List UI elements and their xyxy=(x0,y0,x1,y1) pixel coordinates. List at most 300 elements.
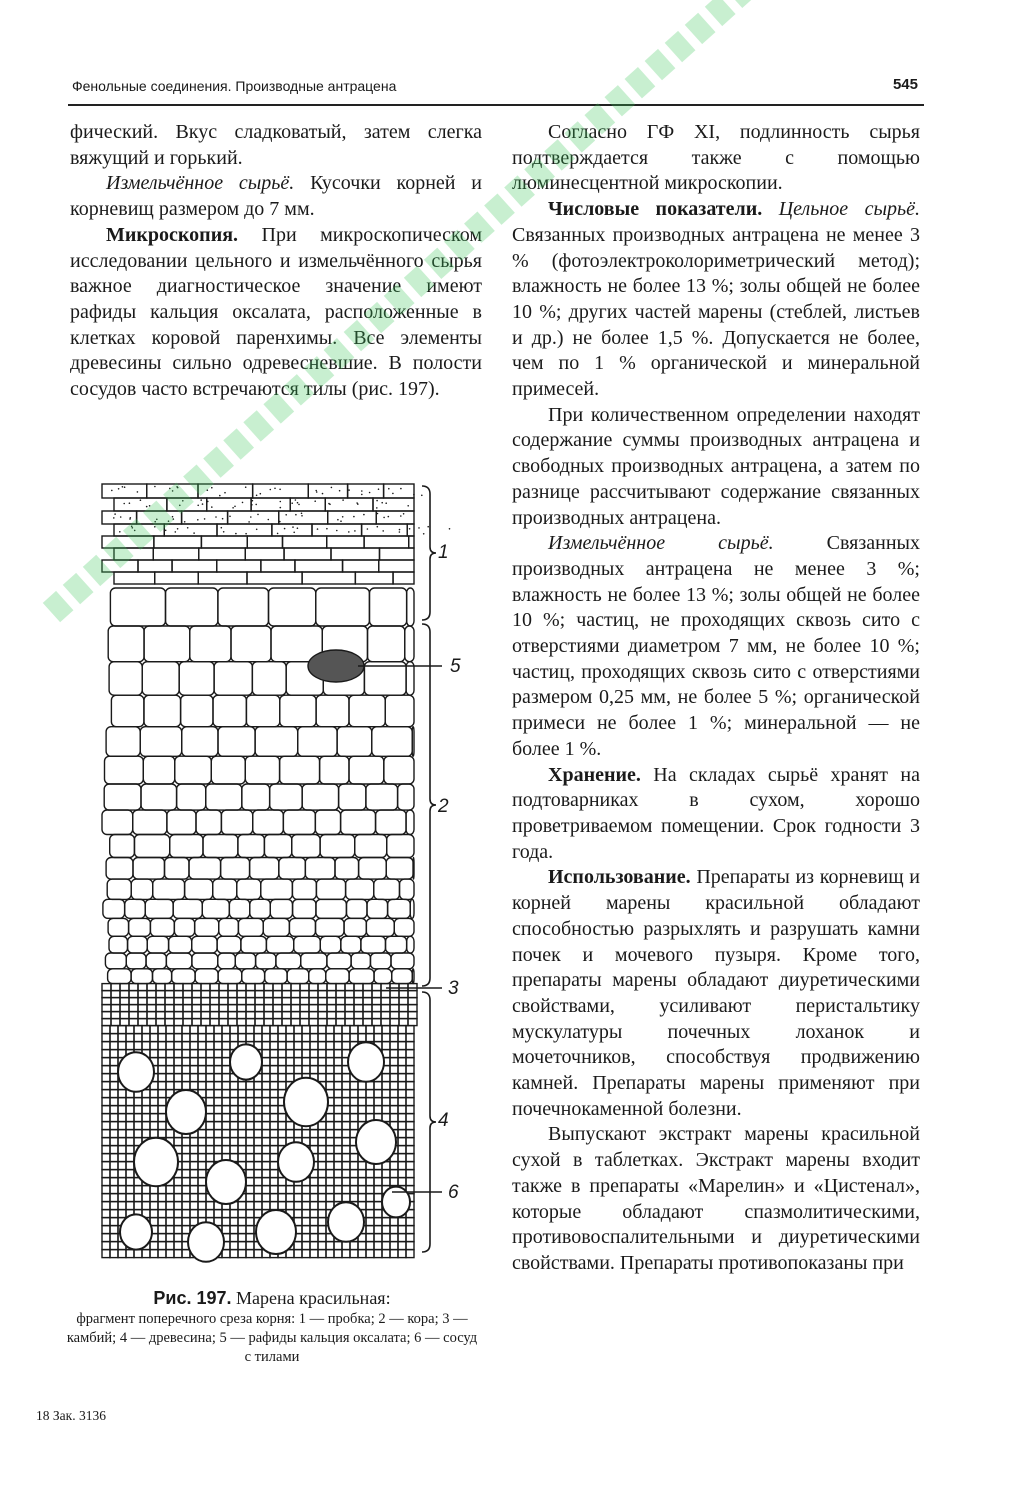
cortex-cell xyxy=(283,810,315,835)
wood-cell xyxy=(374,1250,382,1258)
wood-cell xyxy=(326,1122,334,1130)
wood-cell xyxy=(342,1090,350,1098)
wood-cell xyxy=(270,1186,278,1194)
wood-cell xyxy=(110,1242,118,1250)
wood-cell xyxy=(246,1034,254,1042)
right-paragraph-3: При количественном определении находят содержание суммы производных антрацена и свободных производных антрацена, а затем по разнице рассчитывают содержание связанных производных антрацена. xyxy=(512,403,920,529)
wood-cell xyxy=(142,1042,150,1050)
cork-cell xyxy=(308,484,347,498)
cambium-cell xyxy=(291,1005,300,1012)
cortex-cell xyxy=(241,936,267,953)
cambium-cell xyxy=(210,991,219,998)
wood-cell xyxy=(270,1066,278,1074)
wood-cell xyxy=(310,1250,318,1258)
wood-cell xyxy=(206,1082,214,1090)
cork-cell xyxy=(102,560,138,572)
wood-cell xyxy=(126,1186,134,1194)
wood-cell xyxy=(230,1210,238,1218)
wood-cell xyxy=(390,1066,398,1074)
figure-label-1: 1 xyxy=(438,542,449,563)
wood-cell xyxy=(166,1218,174,1226)
wood-cell xyxy=(110,1234,118,1242)
wood-cell xyxy=(262,1098,270,1106)
wood-cell xyxy=(174,1226,182,1234)
wood-cell xyxy=(310,1178,318,1186)
cortex-cell xyxy=(105,953,126,969)
cortex-cell xyxy=(280,695,316,727)
vessel xyxy=(206,1160,246,1204)
cork-cell xyxy=(327,536,364,548)
cortex-cell xyxy=(170,835,203,858)
wood-cell xyxy=(102,1178,110,1186)
wood-cell xyxy=(406,1250,414,1258)
cork-dot xyxy=(449,528,451,530)
cortex-cell xyxy=(320,936,341,953)
wood-cell xyxy=(174,1194,182,1202)
right-paragraph-2: Числовые показатели. Цельное сырьё. Связанных производных антрацена не менее 3 % (фотоэлектроколориметрический метод); влажность не более 13 %; золы общей не более 10 %; других частей марены (стеблей, листьев и др.) не более 1,5 %. Допускается не более, чем по 1 % органической и минеральной примесей. xyxy=(512,198,921,401)
wood-cell xyxy=(222,1106,230,1114)
wood-cell xyxy=(350,1162,358,1170)
wood-cell xyxy=(158,1058,166,1066)
wood-cell xyxy=(158,1218,166,1226)
wood-cell xyxy=(398,1234,406,1242)
wood-cell xyxy=(310,1130,318,1138)
wood-cell xyxy=(326,1194,334,1202)
wood-cell xyxy=(334,1154,342,1162)
cambium-cell xyxy=(111,991,120,998)
wood-cell xyxy=(222,1034,230,1042)
wood-cell xyxy=(110,1170,118,1178)
wood-cell xyxy=(206,1210,214,1218)
cork-dot xyxy=(392,493,394,495)
wood-cell xyxy=(366,1202,374,1210)
wood-cell xyxy=(150,1210,158,1218)
cambium-cell xyxy=(399,1012,408,1019)
cortex-cell xyxy=(143,756,175,784)
wood-cell xyxy=(126,1106,134,1114)
wood-cell xyxy=(358,1106,366,1114)
wood-cell xyxy=(406,1170,414,1178)
wood-cell xyxy=(334,1082,342,1090)
wood-cell xyxy=(334,1162,342,1170)
cambium-cell xyxy=(192,984,201,991)
cambium-cell xyxy=(120,1019,129,1026)
wood-cell xyxy=(150,1042,158,1050)
cork-dot xyxy=(260,493,262,495)
wood-cell xyxy=(262,1058,270,1066)
wood-cell xyxy=(406,1154,414,1162)
right-paragraph-7: Выпускают экстракт марены красильной сухой в таблетках. Экстракт марены входит также в препараты «Марелин» и «Цистенал», которые обладают спазмолитическими, противовоспалительными и диуретическими свойствами. Препараты противопоказаны при xyxy=(512,1123,920,1274)
cambium-cell xyxy=(309,984,318,991)
wood-cell xyxy=(350,1242,358,1250)
wood-cell xyxy=(166,1210,174,1218)
wood-cell xyxy=(238,1130,246,1138)
cork-dot xyxy=(277,533,279,535)
cortex-cell xyxy=(213,695,246,727)
vessel xyxy=(356,1120,396,1164)
wood-cell xyxy=(398,1178,406,1186)
wood-cell xyxy=(206,1106,214,1114)
cambium-cell xyxy=(309,1012,318,1019)
wood-cell xyxy=(102,1154,110,1162)
cambium-cell xyxy=(219,1005,228,1012)
wood-cell xyxy=(246,1154,254,1162)
wood-cell xyxy=(286,1202,294,1210)
cork-dot xyxy=(215,516,217,518)
wood-cell xyxy=(262,1090,270,1098)
watermark-dash xyxy=(705,0,736,26)
cambium-cell xyxy=(273,1005,282,1012)
cortex-cell xyxy=(192,936,217,953)
wood-cell xyxy=(174,1178,182,1186)
wood-cell xyxy=(206,1026,214,1034)
cortex-cell xyxy=(320,835,355,858)
wood-cell xyxy=(142,1026,150,1034)
wood-cell xyxy=(398,1218,406,1226)
wood-cell xyxy=(270,1058,278,1066)
cambium-cell xyxy=(354,998,363,1005)
cork-dot xyxy=(348,531,350,533)
wood-cell xyxy=(326,1242,334,1250)
wood-cell xyxy=(222,1210,230,1218)
cortex-cell xyxy=(289,918,315,936)
cork-dot xyxy=(388,488,390,490)
wood-cell xyxy=(382,1074,390,1082)
cambium-cell xyxy=(399,984,408,991)
vessel xyxy=(230,1044,262,1079)
wood-cell xyxy=(310,1138,318,1146)
wood-cell xyxy=(214,1098,222,1106)
cortex-cell xyxy=(126,953,146,969)
wood-cell xyxy=(318,1186,326,1194)
wood-cell xyxy=(302,1194,310,1202)
wood-cell xyxy=(406,1034,414,1042)
wood-cell xyxy=(342,1250,350,1258)
wood-cell xyxy=(206,1154,214,1162)
wood-cell xyxy=(398,1034,406,1042)
wood-cell xyxy=(230,1218,238,1226)
cortex-cell xyxy=(218,588,269,626)
wood-cell xyxy=(350,1178,358,1186)
cortex-cell xyxy=(320,756,349,784)
cortex-cell xyxy=(219,918,239,936)
wood-cell xyxy=(374,1194,382,1202)
cortex-cell xyxy=(252,662,286,696)
wood-cell xyxy=(262,1106,270,1114)
wood-cell xyxy=(102,1090,110,1098)
wood-cell xyxy=(406,1090,414,1098)
wood-cell xyxy=(294,1034,302,1042)
cork-dot xyxy=(229,516,231,518)
wood-cell xyxy=(246,1098,254,1106)
wood-cell xyxy=(150,1050,158,1058)
cork-dot xyxy=(329,504,331,506)
wood-cell xyxy=(374,1234,382,1242)
wood-cell xyxy=(190,1170,198,1178)
wood-cell xyxy=(262,1154,270,1162)
wood-cell xyxy=(382,1178,390,1186)
cork-cell xyxy=(328,511,377,524)
wood-cell xyxy=(406,1098,414,1106)
cork-cell xyxy=(198,572,247,584)
wood-cell xyxy=(390,1218,398,1226)
wood-cell xyxy=(342,1130,350,1138)
wood-cell xyxy=(318,1058,326,1066)
cambium-cell xyxy=(354,991,363,998)
cortex-cell xyxy=(293,899,316,918)
cambium-cell xyxy=(228,984,237,991)
cortex-cell xyxy=(405,626,414,662)
wood-cell xyxy=(382,1034,390,1042)
cambium-cell xyxy=(102,984,111,991)
cambium-cell xyxy=(111,984,120,991)
wood-cell xyxy=(174,1242,182,1250)
cork-dot xyxy=(235,533,237,535)
wood-cell xyxy=(278,1194,286,1202)
wood-cell xyxy=(358,1178,366,1186)
cork-dot xyxy=(242,502,244,504)
wood-cell xyxy=(398,1058,406,1066)
wood-cell xyxy=(254,1138,262,1146)
wood-cell xyxy=(110,1154,118,1162)
cortex-cell xyxy=(361,936,386,953)
wood-cell xyxy=(238,1218,246,1226)
wood-cell xyxy=(302,1202,310,1210)
cork-cell xyxy=(198,484,253,498)
wood-cell xyxy=(230,1122,238,1130)
cambium-cell xyxy=(264,984,273,991)
cortex-cell xyxy=(218,953,236,969)
wood-cell xyxy=(366,1226,374,1234)
cork-dot xyxy=(322,493,324,495)
cork-cell xyxy=(114,572,155,584)
wood-cell xyxy=(350,1082,358,1090)
wood-cell xyxy=(302,1050,310,1058)
wood-cell xyxy=(110,1250,118,1258)
wood-cell xyxy=(158,1106,166,1114)
wood-cell xyxy=(262,1170,270,1178)
watermark-dash xyxy=(685,13,716,44)
cork-dot xyxy=(122,486,124,488)
cork-dot xyxy=(257,514,259,516)
right-column xyxy=(512,120,920,1277)
cambium-cell xyxy=(372,991,381,998)
wood-cell xyxy=(190,1042,198,1050)
wood-cell xyxy=(166,1242,174,1250)
cambium-cell xyxy=(102,1012,111,1019)
cork-dot xyxy=(292,526,294,528)
cortex-cell xyxy=(341,810,376,835)
wood-cell xyxy=(182,1162,190,1170)
wood-cell xyxy=(174,1186,182,1194)
cork-dot xyxy=(280,507,282,509)
cortex-cell xyxy=(355,835,387,858)
wood-cell xyxy=(206,1058,214,1066)
cortex-cell xyxy=(128,936,148,953)
cork-dot xyxy=(388,516,390,518)
wood-cell xyxy=(390,1106,398,1114)
cambium-cell xyxy=(138,984,147,991)
cambium-cell xyxy=(201,984,210,991)
cork-cell xyxy=(409,536,414,548)
vessel xyxy=(328,1202,364,1242)
cambium-cell xyxy=(291,984,300,991)
wood-cell xyxy=(214,1082,222,1090)
wood-cell xyxy=(182,1170,190,1178)
wood-cell xyxy=(254,1106,262,1114)
cambium-cell xyxy=(201,998,210,1005)
wood-cell xyxy=(214,1074,222,1082)
wood-cell xyxy=(230,1082,238,1090)
cork-cell xyxy=(155,572,199,584)
wood-cell xyxy=(366,1098,374,1106)
wood-cell xyxy=(238,1146,246,1154)
wood-cell xyxy=(358,1186,366,1194)
wood-cell xyxy=(198,1202,206,1210)
cambium-cell xyxy=(273,1019,282,1026)
wood-cell xyxy=(278,1026,286,1034)
wood-cell xyxy=(246,1122,254,1130)
cambium-cell xyxy=(174,1012,183,1019)
wood-cell xyxy=(182,1194,190,1202)
cork-cell xyxy=(376,511,414,524)
cork-dot xyxy=(118,488,120,490)
wood-cell xyxy=(166,1050,174,1058)
wood-cell xyxy=(294,1042,302,1050)
wood-cell xyxy=(126,1154,134,1162)
cork-dot xyxy=(119,531,121,533)
wood-cell xyxy=(198,1050,206,1058)
cambium-cell xyxy=(111,1005,120,1012)
cambium-cell xyxy=(237,991,246,998)
cortex-cell xyxy=(173,899,202,918)
wood-cell xyxy=(374,1186,382,1194)
wood-cell xyxy=(238,1234,246,1242)
cork-cell xyxy=(199,548,246,560)
wood-cell xyxy=(222,1090,230,1098)
wood-cell xyxy=(198,1146,206,1154)
wood-cell xyxy=(110,1178,118,1186)
wood-cell xyxy=(398,1146,406,1154)
cork-dot xyxy=(179,505,181,507)
wood-cell xyxy=(390,1058,398,1066)
wood-cell xyxy=(118,1114,126,1122)
cortex-cell xyxy=(129,918,151,936)
wood-cell xyxy=(158,1050,166,1058)
wood-cell xyxy=(390,1114,398,1122)
wood-cell xyxy=(342,1138,350,1146)
cambium-cell xyxy=(327,1012,336,1019)
wood-cell xyxy=(230,1138,238,1146)
right-paragraph-1: Согласно ГФ XI, подлинность сырья подтверждается также с помощью люминесцентной микроскопии. xyxy=(512,121,920,195)
cork-dot xyxy=(177,528,179,530)
wood-cell xyxy=(238,1226,246,1234)
cork-dot xyxy=(132,527,134,529)
wood-cell xyxy=(206,1034,214,1042)
cork-dot xyxy=(173,518,175,520)
wood-cell xyxy=(326,1114,334,1122)
wood-cell xyxy=(118,1138,126,1146)
wood-cell xyxy=(390,1242,398,1250)
wood-cell xyxy=(126,1194,134,1202)
wood-cell xyxy=(390,1178,398,1186)
wood-cell xyxy=(110,1042,118,1050)
wood-cell xyxy=(406,1026,414,1034)
cortex-cell xyxy=(344,918,366,936)
wood-cell xyxy=(294,1130,302,1138)
wood-cell xyxy=(238,1250,246,1258)
cork-dot xyxy=(348,489,350,491)
wood-cell xyxy=(294,1066,302,1074)
wood-cell xyxy=(190,1138,198,1146)
wood-cell xyxy=(118,1250,126,1258)
cork-dot xyxy=(293,532,295,534)
wood-cell xyxy=(214,1050,222,1058)
wood-cell xyxy=(246,1234,254,1242)
crushed-raw-label: Измельчённое сырьё. xyxy=(106,172,295,195)
wood-cell xyxy=(198,1210,206,1218)
cork-cell xyxy=(362,524,408,536)
wood-cell xyxy=(222,1074,230,1082)
wood-cell xyxy=(142,1114,150,1122)
wood-cell xyxy=(334,1146,342,1154)
cambium-cell xyxy=(309,1019,318,1026)
wood-cell xyxy=(102,1026,110,1034)
wood-cell xyxy=(254,1114,262,1122)
cork-dot xyxy=(367,528,369,530)
wood-cell xyxy=(110,1098,118,1106)
wood-cell xyxy=(310,1186,318,1194)
cortex-cell xyxy=(367,899,388,918)
wood-cell xyxy=(398,1122,406,1130)
wood-cell xyxy=(118,1026,126,1034)
wood-cell xyxy=(222,1146,230,1154)
wood-cell xyxy=(254,1122,262,1130)
cortex-cell xyxy=(133,858,165,880)
figure-label-6: 6 xyxy=(448,1182,459,1203)
wood-cell xyxy=(270,1194,278,1202)
wood-cell xyxy=(398,1114,406,1122)
cortex-cell xyxy=(400,879,415,899)
wood-cell xyxy=(374,1242,382,1250)
cork-dot xyxy=(193,532,195,534)
wood-cell xyxy=(406,1162,414,1170)
microscopy-heading: Микроскопия. xyxy=(106,223,239,246)
wood-cell xyxy=(366,1082,374,1090)
cork-dot xyxy=(297,502,299,504)
cortex-cell xyxy=(292,835,320,858)
cortex-cell xyxy=(246,695,279,727)
cortex-cell xyxy=(166,588,218,626)
wood-cell xyxy=(118,1178,126,1186)
cork-dot xyxy=(399,531,401,533)
wood-cell xyxy=(366,1186,374,1194)
wood-cell xyxy=(214,1042,222,1050)
cambium-cell xyxy=(291,1019,300,1026)
cambium-cell xyxy=(390,1005,399,1012)
wood-cell xyxy=(190,1074,198,1082)
cork-cell xyxy=(393,572,414,584)
wood-cell xyxy=(238,1090,246,1098)
wood-cell xyxy=(134,1122,142,1130)
wood-cell xyxy=(390,1162,398,1170)
cambium-cell xyxy=(147,1005,156,1012)
wood-cell xyxy=(350,1026,358,1034)
cork-cell xyxy=(217,560,261,572)
wood-cell xyxy=(158,1042,166,1050)
wood-cell xyxy=(182,1218,190,1226)
wood-cell xyxy=(382,1218,390,1226)
